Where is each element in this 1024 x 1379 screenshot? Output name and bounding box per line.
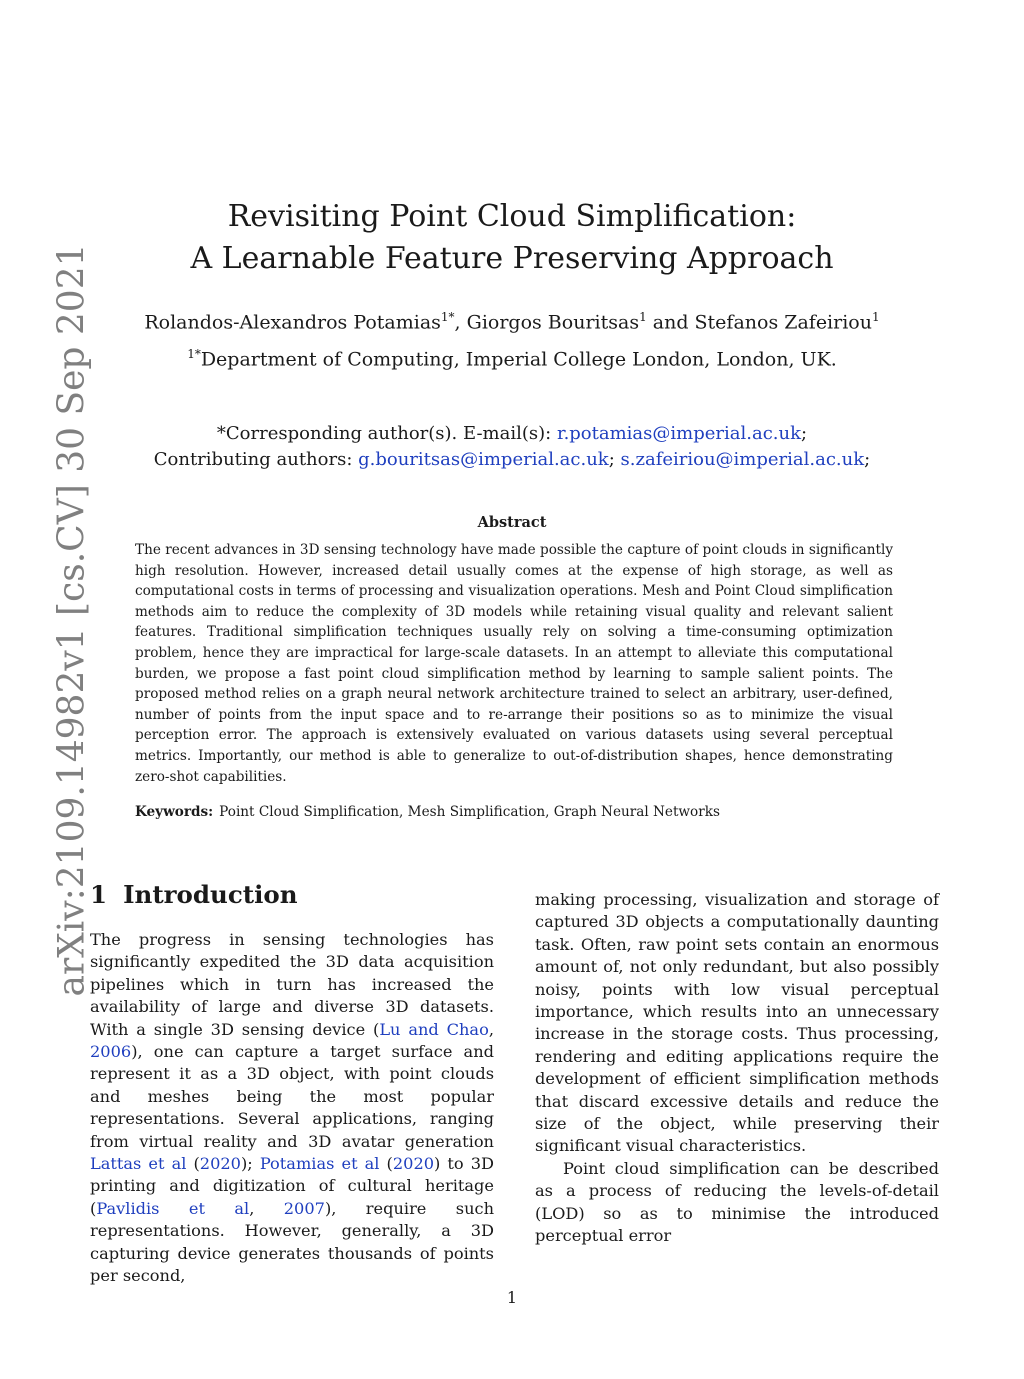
author-separator: , <box>454 311 467 334</box>
author-name: Giorgos Bouritsas <box>466 311 640 334</box>
affiliation <box>0 347 1024 370</box>
keywords-text: Point Cloud Simplification, Mesh Simplification, Graph Neural Networks <box>219 804 720 820</box>
left-text-column <box>90 929 494 1288</box>
contributing-email-link[interactable]: s.zafeiriou@imperial.ac.uk <box>620 449 865 470</box>
paragraph <box>90 929 494 1288</box>
corresponding-email-link[interactable]: r.potamias@imperial.ac.uk <box>556 423 802 444</box>
punctuation: ; <box>608 449 621 470</box>
citation-link[interactable]: 2006 <box>90 1042 132 1062</box>
keywords-line <box>135 804 720 820</box>
body-text: ), require such representations. However, generally, a 3D capturing device generates thousands of points per second, <box>90 1198 495 1286</box>
affiliation-text: Department of Computing, Imperial College London, London, UK. <box>200 348 837 371</box>
author-separator: and <box>646 311 695 334</box>
contributing-email-link[interactable]: g.bouritsas@imperial.ac.uk <box>358 449 609 470</box>
citation-link[interactable]: 2020 <box>199 1154 241 1174</box>
citation-link[interactable]: 2020 <box>392 1154 435 1174</box>
author-affiliation-marker: 1* <box>440 310 455 324</box>
author-affiliation-marker: 1 <box>871 310 880 324</box>
paper-title <box>0 196 1024 280</box>
contributing-label: Contributing authors: <box>153 449 359 470</box>
body-text: , <box>249 1198 284 1218</box>
author-name: Stefanos Zafeiriou <box>694 311 872 334</box>
author-list <box>0 310 1024 333</box>
citation-link[interactable]: 2007 <box>283 1198 325 1218</box>
author-name: Rolandos-Alexandros Potamias <box>144 311 441 334</box>
abstract-body: The recent advances in 3D sensing technology have made possible the capture of point clouds in significantly high resolution. However, increased detail usually comes at the expense of high storage, as well as computational costs in terms of processing and visualization operations. Mesh and Point Cloud simplification methods aim to reduce the complexity of 3D models while retaining visual quality and relevant salient features. Traditional simplification techniques usually rely on solving a time-consuming optimization problem, hence they are impractical for large-scale datasets. In an attempt to alleviate this computational burden, we propose a fast point cloud simplification method by learning to sample salient points. The proposed method relies on a graph neural network architecture trained to select an arbitrary, user-defined, number of points from the input space and to re-arrange their positions so as to minimize the visual perception error. The approach is extensively evaluated on various datasets using several perceptual metrics. Importantly, our method is able to generalize to out-of-distribution shapes, hence demonstrating zero-shot capabilities. <box>135 542 893 785</box>
body-text: ( <box>379 1154 393 1174</box>
section-heading <box>90 880 298 909</box>
citation-link[interactable]: Lu and Chao <box>379 1019 489 1039</box>
abstract-heading: Abstract <box>477 514 547 531</box>
paragraph: making processing, visualization and storage of captured 3D objects a computationally daunting task. Often, raw point sets contain an enormous amount of, not only redundant, but also possibly noisy, points with low visual perceptual importance, which results into an unnecessary increase in the storage costs. Thus processing, rendering and editing applications require the development of efficient simplification methods that discard excessive details and reduce the size of the object, while preserving their significant visual characteristics. <box>535 890 939 1156</box>
paragraph: Point cloud simplification can be described as a process of reducing the levels-of-detail (LOD) so as to minimise the introduced perceptual error <box>535 1158 939 1246</box>
author-affiliation-marker: 1 <box>639 310 647 324</box>
correspondence-block <box>0 421 1024 473</box>
affiliation-marker: 1* <box>187 347 201 361</box>
body-text: ( <box>186 1154 200 1174</box>
body-text: , <box>488 1019 494 1039</box>
title-line-2: A Learnable Feature Preserving Approach <box>190 241 834 276</box>
corresponding-label: *Corresponding author(s). E-mail(s): <box>216 423 557 444</box>
citation-link[interactable]: Pavlidis et al <box>96 1198 250 1218</box>
body-text: ) to 3D printing and digitization of cultural heritage ( <box>90 1154 495 1218</box>
body-text: ); <box>240 1154 260 1174</box>
arxiv-identifier: arXiv:2109.14982v1 [cs.CV] 30 Sep 2021 <box>51 243 93 997</box>
keywords-label: Keywords: <box>135 804 214 820</box>
page-number: 1 <box>506 1288 518 1307</box>
punctuation: ; <box>864 449 871 470</box>
section-title: Introduction <box>123 880 298 909</box>
section-number: 1 <box>90 880 108 909</box>
body-text: ), one can capture a target surface and represent it as a 3D object, with point clouds and meshes being the most popular representations. Several applications, ranging from virtual reality and 3D avatar generation <box>90 1042 494 1151</box>
citation-link[interactable]: Lattas et al <box>90 1154 187 1174</box>
body-text: The progress in sensing technologies has significantly expedited the 3D data acquisition pipelines which in turn has increased the availability of large and diverse 3D datasets. With a single 3D sensing device ( <box>90 930 494 1039</box>
punctuation: ; <box>801 423 808 444</box>
contributing-authors-line <box>0 447 1024 473</box>
citation-link[interactable]: Potamias et al <box>259 1154 380 1174</box>
corresponding-author-line <box>0 421 1024 447</box>
right-text-column <box>535 889 939 1248</box>
title-line-1: Revisiting Point Cloud Simplification: <box>227 199 797 234</box>
